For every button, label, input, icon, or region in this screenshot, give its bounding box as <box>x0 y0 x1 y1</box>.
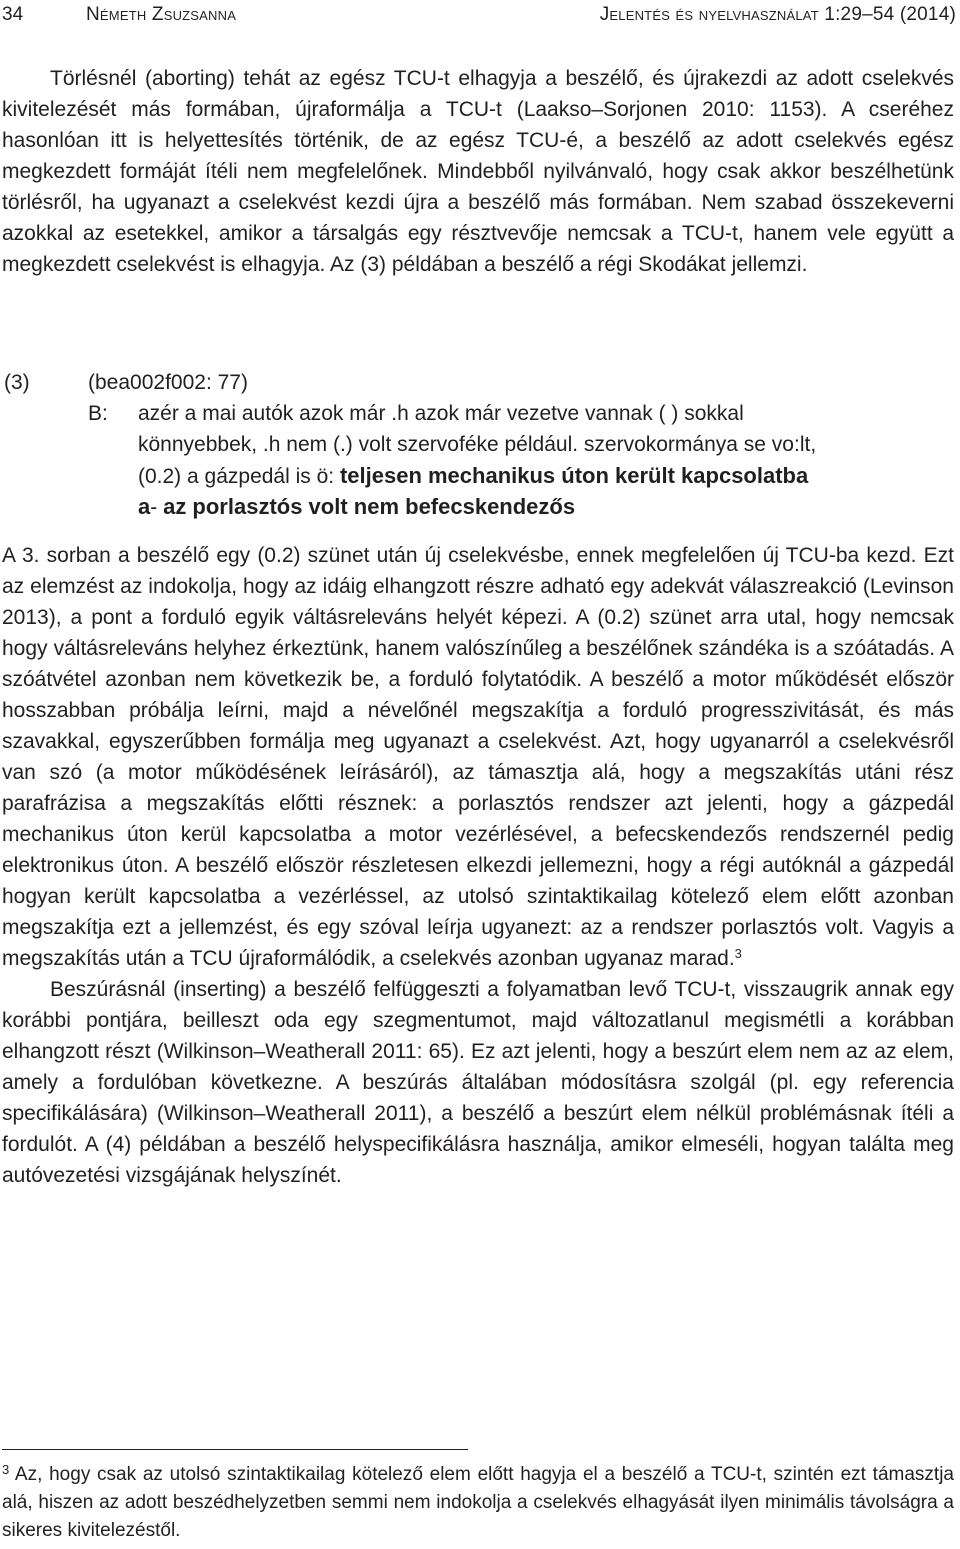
transcript-line-4-bold-a: a <box>138 494 151 519</box>
speaker-label: B: <box>88 402 108 425</box>
paragraph-aborting: Törlésnél (aborting) tehát az egész TCU-t elhagyja a beszélő, és újrakezdi az adott cselekvés kivitelezését más formában, újraformálja a TCU-t (Laakso–Sorjonen 2010: 1153). A cseréhez hasonlóan itt is helyettesítés történik, de az egész TCU-é, a beszélő az adott cselekvés egész megkezdett formáját ítéli nem megfelelőnek. Mindebből nyilvánvaló, hogy csak akkor beszélhetünk törlésről, ha ugyanazt a cselekvést kezdi újra a beszélő más formában. Nem szabad összekeverni azokkal az esetekkel, amikor a társalgás egy résztvevője nemcsak a TCU-t, hanem vele együtt a megkezdett cselekvést is elhagyja. Az (3) példában a beszélő a régi Skodákat jellemzi. <box>2 67 954 276</box>
paragraph-analysis-text: A 3. sorban a beszélő egy (0.2) szünet után új cselekvésbe, ennek megfelelően új TCU-ba kezd. Ezt az elemzést az indokolja, hogy az idáig elhangzott részre adható egy adekvát válaszreakció (Levinson 2013), a pont a forduló egyik váltásreleváns helyét képezi. A (0.2) szünet arra utal, hogy nemcsak hogy váltásreleváns helyhez érkeztünk, hanem valószínűleg a beszélőnek szándéka is a szóátadás. A szóátvétel azonban nem következik be, a forduló folytatódik. A beszélő a motor működését először hosszabban próbálja leírni, majd a névelőnél megszakítja a forduló progresszivitását, és más szavakkal, egyszerűbben formálja meg ugyanazt a cselekvést. Azt, hogy ugyanarról a cselekvésről van szó (a motor működésének leírásáról), az támasztja alá, hogy a megszakítás utáni rész parafrázisa a megszakítás előtti résznek: a porlasztós rendszer azt jelenti, hogy a gázpedál mechanikus úton kerül kapcsolatba a motor vezérlésével, a befecskendezős rendszernél pedig elektronikus úton. A beszélő először részletesen elkezdi jellemezni, hogy a régi autóknál a gázpedál hogyan került kapcsolatba a vezérléssel, az utolsó szintaktikailag kötelező elem előtt azonban megszakítja ezt a jellemzést, és egy szóval leírja ugyanezt: az a rendszer porlasztós volt. Vagyis a megszakítás után a TCU újraformálódik, a cselekvés azonban ugyanaz marad. <box>2 544 954 970</box>
page-header <box>0 2 960 28</box>
footnote-reference[interactable]: 3 <box>734 946 742 961</box>
transcript-line-4-bold-b: az porlasztós volt nem befecskendezős <box>163 494 576 519</box>
footnote-3 <box>2 1461 954 1545</box>
footnote-divider <box>2 1449 468 1450</box>
paragraph-block-2 <box>2 540 954 1191</box>
transcript-lines <box>138 398 958 522</box>
page-number: 34 <box>2 4 24 25</box>
running-author: Németh Zsuzsanna <box>86 4 237 25</box>
example-source: (bea002f002: 77) <box>88 371 248 394</box>
transcript-line-3 <box>138 460 958 491</box>
transcript-line-2: könnyebbek, .h nem (.) volt szervoféke például. szervokormánya se vo:lt, <box>138 433 817 456</box>
example-number: (3) <box>4 371 30 394</box>
transcript-line-3-bold: teljesen mechanikus úton került kapcsolatba <box>339 463 809 488</box>
footnote-marker: 3 <box>2 1462 10 1477</box>
paragraph-analysis <box>2 540 954 974</box>
transcript-line-1: azér a mai autók azok már .h azok már vezetve vannak ( ) sokkal <box>138 402 744 425</box>
running-journal-title: Jelentés és nyelvhasználat 1:29–54 (2014) <box>599 4 956 25</box>
paragraph-inserting: Beszúrásnál (inserting) a beszélő felfüggeszti a folyamatban levő TCU-t, visszaugrik annak egy korábbi pontjára, beilleszt oda egy szegmentumot, majd változatlanul megismétli a korábban elhangzott részt (Wilkinson–Weatherall 2011: 65). Ez azt jelenti, hogy a beszúrt elem nem az az elem, amely a fordulóban következne. A beszúrás általában módosításra szolgál (pl. egy referencia specifikálására) (Wilkinson–Weatherall 2011), a beszélő a beszúrt elem nélkül problémásnak ítéli a fordulót. A (4) példában a beszélő helyspecifikálásra használja, amikor elmeséli, hogyan találta meg autóvezetési vizsgájának helyszínét. <box>2 978 954 1187</box>
transcript-example-3 <box>2 367 954 522</box>
paragraph-block-1 <box>2 63 954 280</box>
transcript-line-4 <box>138 491 958 522</box>
footnote-text: Az, hogy csak az utolsó szintaktikailag kötelező elem előtt hagyja el a beszélő a TCU-t, szintén ezt támasztja alá, hiszen az adott beszédhelyzetben semmi nem indokolja a cselekvés elhagyását ilyen minimális távolságra a sikeres kivitelezéstől. <box>2 1464 954 1541</box>
transcript-line-3-plain: (0.2) a gázpedál is ö: <box>138 465 340 488</box>
transcript-line-4-plain: - <box>150 496 164 519</box>
